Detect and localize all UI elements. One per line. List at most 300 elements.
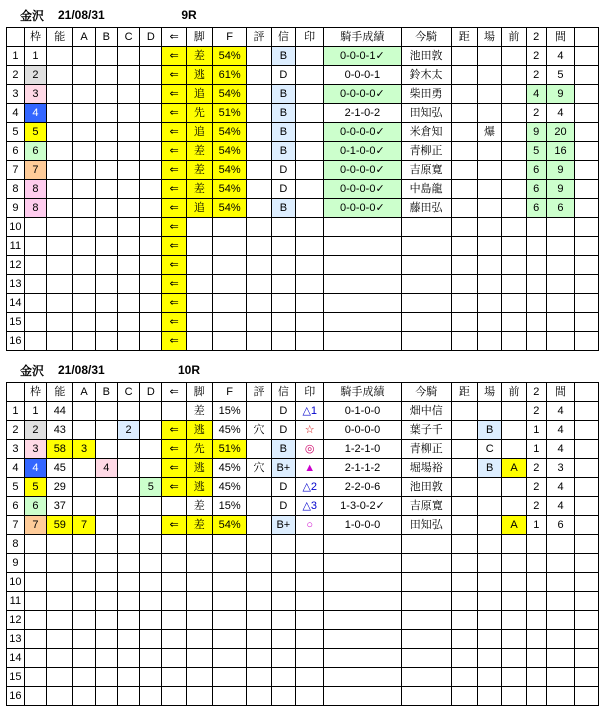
col-shirushi: 印 [296,383,324,402]
race2-title [6,361,599,379]
table-row[interactable] [7,218,599,237]
cell-c [117,104,139,123]
table-row[interactable] [7,180,599,199]
cell-distance [451,85,477,104]
cell-jockey-record: 0-0-0-0✓ [324,161,401,180]
cell-interval: 9 [546,161,574,180]
cell-number: 6 [7,497,25,516]
table-row[interactable] [7,573,599,592]
cell-distance [451,218,477,237]
cell-jockey-record [324,554,401,573]
cell-c [117,402,139,421]
cell-running-style [186,687,212,706]
cell-number: 16 [7,687,25,706]
cell-b [95,440,117,459]
cell-bracket [24,630,46,649]
cell-confidence: B [271,142,295,161]
cell-jockey-record [324,630,401,649]
cell-a [73,199,95,218]
cell-interval [546,630,574,649]
cell-course [478,478,502,497]
cell-course [477,313,501,332]
cell-rating [247,402,271,421]
cell-bracket: 1 [24,402,46,421]
cell-last [575,85,599,104]
cell-course [477,85,501,104]
cell-jockey-record [324,313,401,332]
cell-confidence [271,592,295,611]
table-row[interactable] [7,66,599,85]
cell-distance [451,123,477,142]
cell-course [478,611,502,630]
cell-number: 9 [7,199,25,218]
cell-d [140,516,162,535]
col-kyaku: 脚 [186,383,212,402]
cell-prev [502,402,526,421]
cell-two: 1 [526,440,546,459]
table-row[interactable] [7,535,599,554]
cell-two [526,535,546,554]
cell-ability: 37 [47,497,73,516]
cell-confidence: B [271,104,295,123]
table-row[interactable] [7,332,599,351]
cell-mark: ☆ [296,421,324,440]
cell-number: 3 [7,85,25,104]
cell-running-style [186,592,212,611]
cell-d [140,459,162,478]
cell-number: 9 [7,554,25,573]
cell-confidence: B+ [271,516,295,535]
cell-bracket [24,649,46,668]
cell-interval [546,649,574,668]
cell-f-rate: 15% [212,497,246,516]
cell-confidence [271,573,295,592]
cell-number: 5 [7,123,25,142]
cell-f-rate [212,668,246,687]
cell-course: C [478,440,502,459]
cell-a [73,611,95,630]
cell-jockey-record: 0-0-0-1✓ [324,47,401,66]
cell-last [575,66,599,85]
cell-rating [247,237,271,256]
cell-jockey-record: 1-2-1-0 [324,440,401,459]
cell-a [73,687,95,706]
cell-distance [451,497,477,516]
cell-ability [47,85,73,104]
cell-b [95,199,117,218]
cell-d [140,592,162,611]
cell-confidence: D [271,161,295,180]
table-row[interactable] [7,611,599,630]
race1-body [7,47,599,351]
cell-f-rate [212,573,246,592]
cell-number: 15 [7,313,25,332]
cell-arrow: ⇐ [162,218,186,237]
cell-number: 12 [7,611,25,630]
cell-d [140,275,162,294]
cell-two: 2 [526,402,546,421]
cell-f-rate [212,218,246,237]
cell-current-jockey [401,535,451,554]
cell-a [73,573,95,592]
col-distance: 距 [451,28,477,47]
cell-confidence: B [271,440,295,459]
cell-distance [451,104,477,123]
cell-running-style: 追 [186,123,212,142]
table-row[interactable] [7,421,599,440]
table-row[interactable] [7,497,599,516]
cell-f-rate: 15% [212,402,246,421]
cell-c [117,47,139,66]
table-row[interactable] [7,440,599,459]
cell-jockey-record: 2-2-0-6 [324,478,401,497]
cell-running-style [186,332,212,351]
cell-distance [451,440,477,459]
cell-number: 13 [7,275,25,294]
cell-d [140,668,162,687]
cell-course [477,275,501,294]
cell-two [526,294,546,313]
cell-two [526,332,546,351]
cell-c [117,199,139,218]
cell-confidence: B [271,123,295,142]
cell-mark [296,123,324,142]
cell-mark: △1 [296,402,324,421]
cell-interval [546,554,574,573]
cell-a [73,478,95,497]
cell-mark [296,199,324,218]
cell-rating [247,478,271,497]
cell-d [140,573,162,592]
cell-b [95,592,117,611]
cell-bracket [24,592,46,611]
cell-arrow [162,535,186,554]
table-row[interactable] [7,478,599,497]
cell-bracket [24,218,46,237]
cell-course [478,573,502,592]
table-row[interactable] [7,294,599,313]
cell-rating [247,573,271,592]
cell-number: 7 [7,161,25,180]
race2-header [7,383,599,402]
cell-prev [502,478,526,497]
cell-bracket: 2 [24,421,46,440]
cell-prev: A [502,516,526,535]
cell-a [73,66,95,85]
table-row[interactable] [7,275,599,294]
table-row[interactable] [7,85,599,104]
cell-bracket: 6 [24,497,46,516]
cell-distance [451,256,477,275]
col-d: D [140,28,162,47]
col-jockey-record: 騎手成績 [324,28,401,47]
cell-ability [47,687,73,706]
cell-d [140,85,162,104]
table-row[interactable] [7,554,599,573]
cell-a [73,554,95,573]
cell-jockey-record [324,332,401,351]
cell-confidence: D [271,421,295,440]
cell-confidence: B+ [271,459,295,478]
cell-d [140,421,162,440]
cell-ability [47,592,73,611]
cell-c [117,294,139,313]
cell-b [95,687,117,706]
cell-c [117,85,139,104]
cell-interval: 5 [546,66,574,85]
cell-course: B [478,421,502,440]
race1-venue: 金沢 [19,8,44,23]
cell-jockey-record: 1-0-0-0 [324,516,401,535]
cell-b [95,85,117,104]
cell-d [140,218,162,237]
cell-mark [296,649,324,668]
cell-running-style: 差 [186,180,212,199]
cell-last [575,668,599,687]
cell-last [575,332,599,351]
cell-two [526,256,546,275]
cell-running-style: 差 [186,142,212,161]
cell-a [73,402,95,421]
cell-bracket: 3 [24,440,46,459]
cell-interval: 4 [546,421,574,440]
cell-last [575,535,599,554]
cell-confidence: D [271,66,295,85]
cell-a [73,497,95,516]
cell-b [95,649,117,668]
col-kyaku: 脚 [186,28,212,47]
cell-f-rate: 45% [212,478,246,497]
cell-a [73,668,95,687]
cell-f-rate [212,649,246,668]
cell-two [526,592,546,611]
cell-c [117,313,139,332]
table-row[interactable] [7,161,599,180]
cell-current-jockey [401,668,451,687]
col-current-jockey: 今騎 [401,383,451,402]
cell-jockey-record [324,687,401,706]
cell-arrow: ⇐ [162,180,186,199]
cell-arrow: ⇐ [162,516,186,535]
table-row[interactable] [7,687,599,706]
cell-current-jockey [401,237,451,256]
cell-interval [546,668,574,687]
cell-interval: 6 [546,199,574,218]
cell-running-style [186,668,212,687]
cell-last [575,275,599,294]
cell-c [117,478,139,497]
cell-bracket [24,668,46,687]
cell-two: 1 [526,516,546,535]
cell-confidence [271,630,295,649]
cell-jockey-record: 1-3-0-2✓ [324,497,401,516]
cell-current-jockey [401,294,451,313]
cell-bracket [24,535,46,554]
cell-a [73,85,95,104]
cell-mark [296,218,324,237]
cell-number: 16 [7,332,25,351]
cell-ability [47,535,73,554]
cell-current-jockey [401,554,451,573]
cell-running-style: 先 [186,440,212,459]
cell-bracket [24,294,46,313]
cell-current-jockey: 田知弘 [401,104,451,123]
cell-distance [451,66,477,85]
table-row[interactable] [7,123,599,142]
cell-confidence [271,313,295,332]
cell-arrow: ⇐ [162,104,186,123]
cell-interval: 3 [546,459,574,478]
cell-interval [546,332,574,351]
col-nou: 能 [47,383,73,402]
table-row[interactable] [7,649,599,668]
cell-b [95,123,117,142]
cell-ability [47,294,73,313]
cell-two [526,237,546,256]
table-row[interactable] [7,630,599,649]
cell-ability [47,66,73,85]
cell-current-jockey: 堀場裕 [401,459,451,478]
cell-arrow [162,497,186,516]
cell-d [140,440,162,459]
cell-c [117,535,139,554]
cell-distance [451,535,477,554]
cell-d [140,180,162,199]
cell-mark [296,66,324,85]
cell-two: 2 [526,104,546,123]
cell-running-style: 逃 [186,66,212,85]
cell-confidence [271,256,295,275]
cell-distance [451,332,477,351]
table-row[interactable] [7,516,599,535]
cell-running-style [186,256,212,275]
cell-ability: 43 [47,421,73,440]
cell-distance [451,649,477,668]
cell-bracket [24,554,46,573]
cell-number: 11 [7,237,25,256]
cell-current-jockey [401,573,451,592]
col-no [7,383,25,402]
cell-b [95,142,117,161]
cell-arrow: ⇐ [162,123,186,142]
cell-f-rate [212,313,246,332]
cell-b [95,535,117,554]
table-row[interactable] [7,104,599,123]
cell-last [575,161,599,180]
cell-arrow [162,611,186,630]
cell-a: 7 [73,516,95,535]
cell-current-jockey: 畑中信 [401,402,451,421]
table-row[interactable] [7,47,599,66]
cell-f-rate: 45% [212,459,246,478]
cell-a [73,421,95,440]
table-row[interactable] [7,237,599,256]
cell-ability [47,237,73,256]
cell-distance [451,478,477,497]
cell-distance [451,237,477,256]
cell-c [117,497,139,516]
cell-interval [546,313,574,332]
cell-number: 1 [7,47,25,66]
cell-two: 2 [526,47,546,66]
cell-running-style [186,535,212,554]
cell-rating [247,218,271,237]
cell-bracket: 5 [24,123,46,142]
cell-d [140,237,162,256]
cell-interval: 4 [546,497,574,516]
cell-interval: 9 [546,180,574,199]
cell-c [117,459,139,478]
cell-rating [247,142,271,161]
cell-a [73,123,95,142]
cell-a [73,294,95,313]
table-row[interactable] [7,459,599,478]
cell-mark [296,687,324,706]
col-last [575,28,599,47]
table-row[interactable] [7,592,599,611]
cell-ability [47,668,73,687]
cell-course [478,668,502,687]
cell-two [526,573,546,592]
table-row[interactable] [7,142,599,161]
cell-mark [296,573,324,592]
cell-interval [546,294,574,313]
cell-rating [247,85,271,104]
cell-current-jockey: 青柳正 [401,142,451,161]
cell-bracket [24,687,46,706]
cell-last [575,611,599,630]
cell-rating [247,440,271,459]
cell-two: 6 [526,161,546,180]
cell-b [95,237,117,256]
table-row[interactable] [7,668,599,687]
cell-mark [296,313,324,332]
cell-c [117,256,139,275]
cell-prev [502,573,526,592]
cell-confidence [271,668,295,687]
cell-jockey-record [324,218,401,237]
cell-f-rate: 61% [212,66,246,85]
race2-table [6,382,599,706]
cell-confidence [271,611,295,630]
table-row[interactable] [7,199,599,218]
table-row[interactable] [7,402,599,421]
table-row[interactable] [7,256,599,275]
cell-prev [502,630,526,649]
cell-b [95,275,117,294]
cell-arrow: ⇐ [162,275,186,294]
cell-mark [296,554,324,573]
cell-mark [296,535,324,554]
col-hyo: 評 [247,383,271,402]
cell-mark [296,237,324,256]
cell-rating [247,256,271,275]
cell-rating [247,104,271,123]
cell-b [95,421,117,440]
col-course: 場 [478,383,502,402]
cell-current-jockey: 吉原寛 [401,161,451,180]
cell-jockey-record [324,573,401,592]
cell-course [477,294,501,313]
col-hyo: 評 [247,28,271,47]
cell-last [575,440,599,459]
cell-interval [546,275,574,294]
table-row[interactable] [7,313,599,332]
cell-arrow: ⇐ [162,237,186,256]
cell-distance [451,668,477,687]
cell-rating [247,123,271,142]
cell-last [575,47,599,66]
